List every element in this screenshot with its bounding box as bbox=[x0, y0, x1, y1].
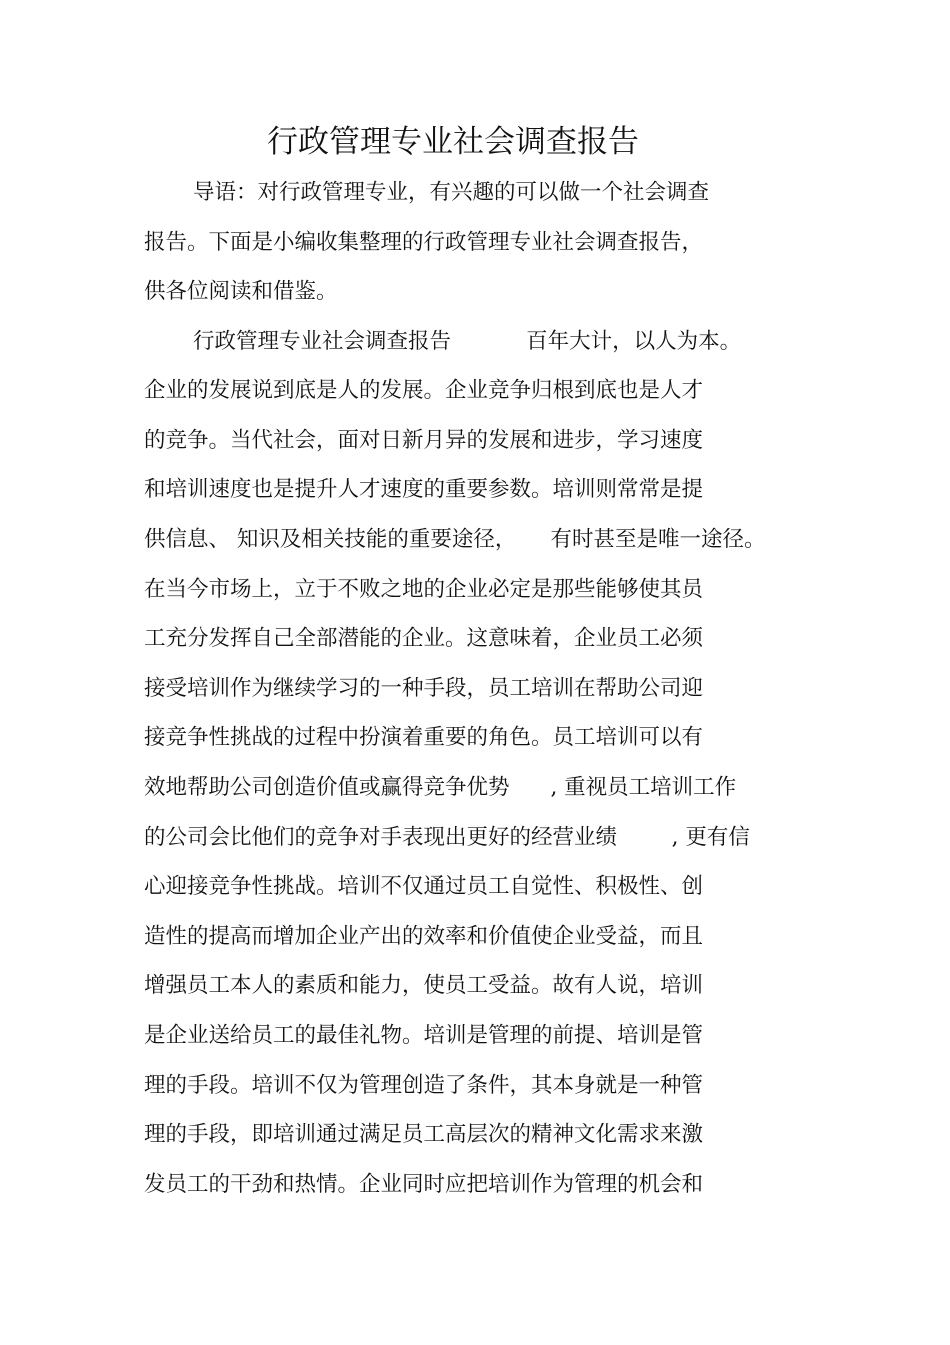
body-line-14: 增强员工本人的素质和能力，使员工受益。故有人说，培训 bbox=[144, 973, 704, 998]
body-line-1: 行政管理专业社会调查报告 百年大计，以人为本。 bbox=[193, 329, 742, 354]
body-line-12: 心迎接竞争性挑战。培训不仅通过员工自觉性、积极性、创 bbox=[144, 874, 704, 899]
body-line-18: 发员工的干劲和热情。企业同时应把培训作为管理的机会和 bbox=[144, 1172, 704, 1197]
document-title: 行政管理专业社会调查报告 bbox=[267, 124, 639, 160]
body-line-13: 造性的提高而增加企业产出的效率和价值使企业受益，而且 bbox=[144, 924, 704, 949]
body-line-9: 接竞争性挑战的过程中扮演着重要的角色。员工培训可以有 bbox=[144, 725, 704, 750]
body-line-5: 供信息、 知识及相关技能的重要途径， 有时甚至是唯一途径。 bbox=[144, 527, 766, 552]
body-line-16: 理的手段。培训不仅为管理创造了条件，其本身就是一种管 bbox=[144, 1073, 704, 1098]
body-line-3: 的竞争。当代社会，面对日新月异的发展和进步，学习速度 bbox=[144, 428, 704, 453]
body-line-17: 理的手段，即培训通过满足员工高层次的精神文化需求来激 bbox=[144, 1122, 704, 1147]
intro-line-3: 供各位阅读和借鉴。 bbox=[144, 279, 338, 304]
body-line-11: 的公司会比他们的竞争对手表现出更好的经营业绩 , 更有信 bbox=[144, 825, 750, 850]
body-line-7: 工充分发挥自己全部潜能的企业。这意味着，企业员工必须 bbox=[144, 626, 704, 651]
intro-line-1: 导语：对行政管理专业，有兴趣的可以做一个社会调查 bbox=[193, 180, 710, 205]
intro-line-2: 报告。下面是小编收集整理的行政管理专业社会调查报告， bbox=[144, 230, 704, 255]
body-line-15: 是企业送给员工的最佳礼物。培训是管理的前提、培训是管 bbox=[144, 1023, 704, 1048]
body-line-2: 企业的发展说到底是人的发展。企业竞争归根到底也是人才 bbox=[144, 378, 704, 403]
body-line-10: 效地帮助公司创造价值或赢得竞争优势 , 重视员工培训工作 bbox=[144, 775, 737, 800]
body-line-4: 和培训速度也是提升人才速度的重要参数。培训则常常是提 bbox=[144, 477, 704, 502]
body-line-6: 在当今市场上，立于不败之地的企业必定是那些能够使其员 bbox=[144, 577, 704, 602]
body-line-8: 接受培训作为继续学习的一种手段，员工培训在帮助公司迎 bbox=[144, 676, 704, 701]
